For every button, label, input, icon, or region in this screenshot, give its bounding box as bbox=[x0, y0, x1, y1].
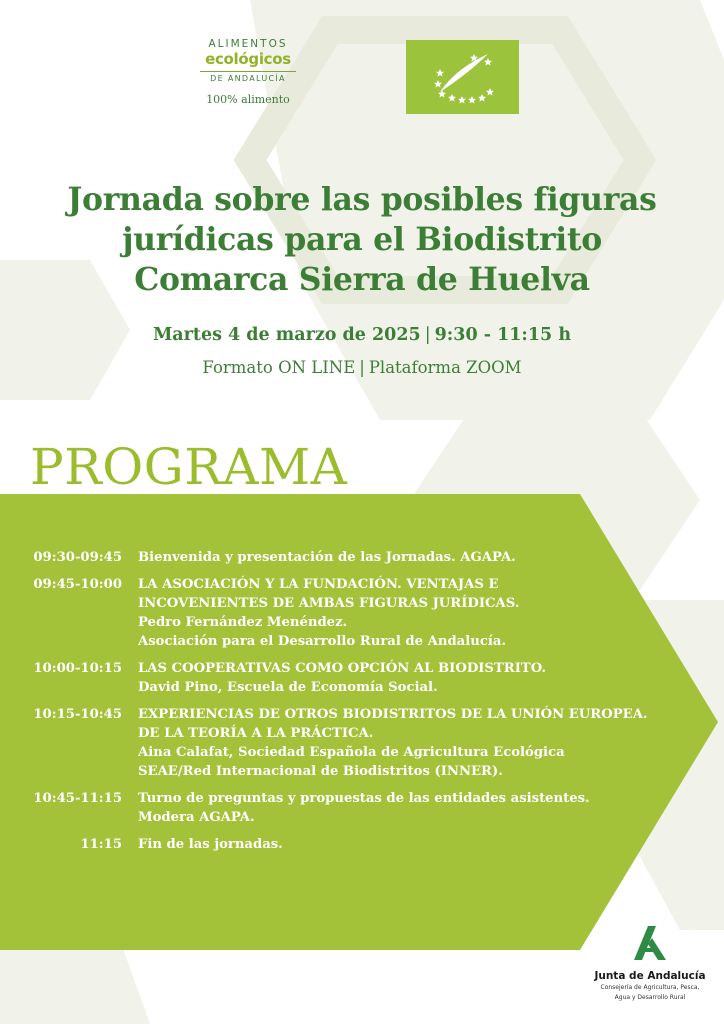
junta-subtitle-1: Consejería de Agricultura, Pesca, bbox=[600, 984, 700, 991]
separator: | bbox=[424, 325, 431, 345]
logo-rule bbox=[200, 71, 296, 72]
agenda-description bbox=[138, 835, 694, 854]
logo-line-2: ecológicos bbox=[205, 50, 291, 68]
agenda-time: 09:30-09:45 bbox=[33, 550, 122, 565]
junta-andalucia-icon bbox=[630, 922, 670, 962]
title-line: jurídicas para el Biodistrito bbox=[122, 221, 602, 258]
agenda-line: EXPERIENCIAS DE OTROS BIODISTRITOS DE LA UNIÓN EUROPEA. bbox=[138, 707, 648, 722]
agenda-item bbox=[24, 575, 694, 651]
agenda-time: 09:45-10:00 bbox=[33, 577, 122, 592]
separator: | bbox=[359, 358, 365, 377]
agenda-time: 10:45-11:15 bbox=[33, 791, 122, 806]
agenda-line: Fin de las jornadas. bbox=[138, 837, 283, 852]
logo-line-1: ALIMENTOS bbox=[208, 38, 288, 50]
event-date-line bbox=[0, 325, 724, 345]
eu-organic-leaf-logo bbox=[406, 40, 519, 114]
title-line: Jornada sobre las posibles figuras bbox=[67, 181, 657, 218]
agenda-item bbox=[24, 659, 694, 697]
agenda-line: LAS COOPERATIVAS COMO OPCIÓN AL BIODISTRITO. bbox=[138, 661, 547, 676]
agenda-line: INCOVENIENTES DE AMBAS FIGURAS JURÍDICAS. bbox=[138, 596, 520, 611]
junta-andalucia-logo bbox=[594, 922, 706, 1002]
event-time: 9:30 - 11:15 h bbox=[434, 325, 572, 345]
junta-subtitle-2: Agua y Desarrollo Rural bbox=[614, 994, 686, 1001]
agenda-line: SEAE/Red Internacional de Biodistritos (INNER). bbox=[138, 764, 503, 779]
agenda-description bbox=[138, 789, 694, 827]
agenda-description bbox=[138, 548, 694, 567]
alimentos-ecologicos-logo bbox=[196, 38, 300, 106]
agenda-time: 10:00-10:15 bbox=[33, 661, 122, 676]
event-date: Martes 4 de marzo de 2025 bbox=[152, 325, 421, 345]
event-format: Formato ON LINE bbox=[202, 358, 356, 377]
agenda-item bbox=[24, 835, 694, 854]
agenda-line: Turno de preguntas y propuestas de las entidades asistentes. bbox=[138, 791, 590, 806]
agenda-line: Asociación para el Desarrollo Rural de Andalucía. bbox=[138, 634, 506, 649]
event-title bbox=[20, 180, 704, 300]
agenda-description bbox=[138, 575, 694, 651]
agenda-item bbox=[24, 789, 694, 827]
agenda-line: David Pino, Escuela de Economía Social. bbox=[138, 680, 438, 695]
agenda-line: Bienvenida y presentación de las Jornadas. AGAPA. bbox=[138, 550, 516, 565]
eu-leaf-icon bbox=[406, 40, 519, 114]
agenda-description bbox=[138, 659, 694, 697]
logo-line-3: DE ANDALUCÍA bbox=[210, 74, 286, 83]
agenda-item bbox=[24, 705, 694, 781]
event-format-line bbox=[0, 358, 724, 377]
agenda-time: 10:15-10:45 bbox=[33, 707, 122, 722]
agenda-item bbox=[24, 548, 694, 567]
title-line: Comarca Sierra de Huelva bbox=[134, 261, 590, 298]
agenda-description bbox=[138, 705, 694, 781]
program-heading: PROGRAMA bbox=[30, 438, 348, 496]
agenda-line: DE LA TEORÍA A LA PRÁCTICA. bbox=[138, 726, 374, 741]
agenda-line: LA ASOCIACIÓN Y LA FUNDACIÓN. VENTAJAS E bbox=[138, 577, 499, 592]
agenda-line: Modera AGAPA. bbox=[138, 810, 255, 825]
logo-tagline: 100% alimento bbox=[206, 93, 290, 106]
event-platform: Plataforma ZOOM bbox=[368, 358, 522, 377]
agenda-time: 11:15 bbox=[80, 837, 122, 852]
junta-name: Junta de Andalucía bbox=[594, 970, 706, 982]
agenda-line: Pedro Fernández Menéndez. bbox=[138, 615, 348, 630]
agenda-line: Aina Calafat, Sociedad Española de Agricultura Ecológica bbox=[138, 745, 565, 760]
program-agenda bbox=[24, 548, 694, 862]
